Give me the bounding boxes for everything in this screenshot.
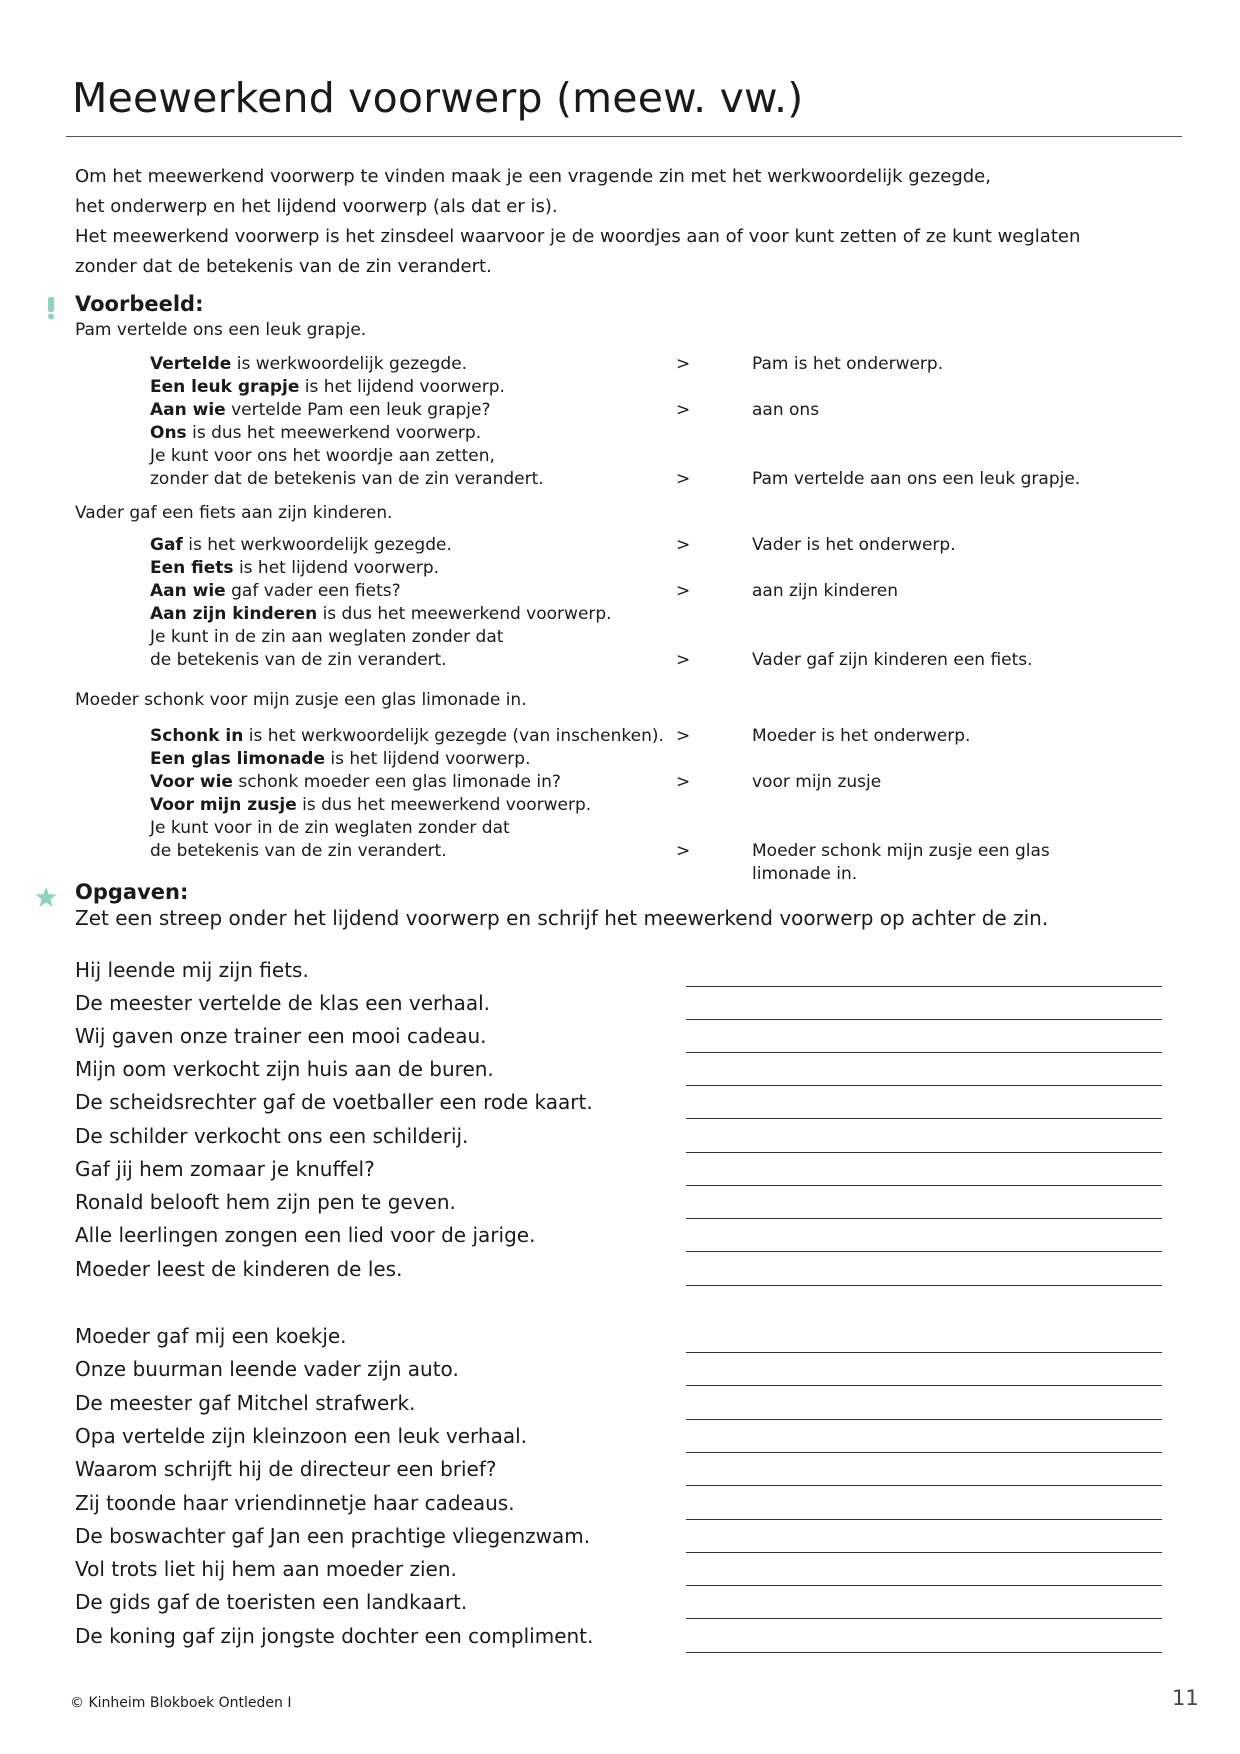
exercise-sentence: De scheidsrechter gaf de voetballer een rode kaart. [75, 1090, 593, 1114]
example-sentence: Moeder schonk voor mijn zusje een glas limonade in. [75, 690, 527, 710]
example-row: Je kunt voor in de zin weglaten zonder dat [150, 818, 510, 838]
answer-line[interactable] [686, 1285, 1162, 1286]
footer-copyright: © Kinheim Blokboek Ontleden I [70, 1695, 292, 1711]
exercise-sentence: Wij gaven onze trainer een mooi cadeau. [75, 1024, 487, 1048]
example-row: Ons is dus het meewerkend voorwerp. [150, 423, 482, 443]
answer-line[interactable] [686, 1519, 1162, 1520]
answer-line[interactable] [686, 1251, 1162, 1252]
example-result: Vader gaf zijn kinderen een fiets. [752, 650, 1033, 670]
exercises-heading: Opgaven: [75, 880, 189, 904]
answer-line[interactable] [686, 1085, 1162, 1086]
answer-line[interactable] [686, 1485, 1162, 1486]
exclamation-icon [43, 296, 59, 320]
answer-line[interactable] [686, 1385, 1162, 1386]
example-row: Vertelde is werkwoordelijk gezegde. [150, 354, 468, 374]
example-row: Een leuk grapje is het lijdend voorwerp. [150, 377, 505, 397]
arrow-icon: > [676, 469, 691, 489]
arrow-icon: > [676, 772, 691, 792]
intro-line: Om het meewerkend voorwerp te vinden maak je een vragende zin met het werkwoordelijk gezegde, [75, 166, 991, 187]
arrow-icon: > [676, 650, 691, 670]
arrow-icon: > [676, 400, 691, 420]
arrow-icon: > [676, 726, 691, 746]
intro-line: het onderwerp en het lijdend voorwerp (als dat er is). [75, 196, 558, 217]
page-title: Meewerkend voorwerp (meew. vw.) [72, 74, 804, 122]
arrow-icon: > [676, 841, 691, 861]
answer-line[interactable] [686, 1452, 1162, 1453]
example-result: Pam is het onderwerp. [752, 354, 944, 374]
arrow-icon: > [676, 354, 691, 374]
example-row: Aan wie gaf vader een fiets? [150, 581, 401, 601]
exercise-sentence: De gids gaf de toeristen een landkaart. [75, 1590, 468, 1614]
example-row: Je kunt voor ons het woordje aan zetten, [150, 446, 495, 466]
answer-line[interactable] [686, 1618, 1162, 1619]
arrow-icon: > [676, 535, 691, 555]
example-row: Voor mijn zusje is dus het meewerkend voorwerp. [150, 795, 592, 815]
example-result: aan zijn kinderen [752, 581, 899, 601]
example-result: Moeder is het onderwerp. [752, 726, 971, 746]
answer-line[interactable] [686, 986, 1162, 987]
answer-line[interactable] [686, 1585, 1162, 1586]
example-row: Je kunt in de zin aan weglaten zonder dat [150, 627, 504, 647]
exercise-instruction: Zet een streep onder het lijdend voorwerp en schrijf het meewerkend voorwerp op achter de zin. [75, 906, 1049, 930]
exercise-sentence: Alle leerlingen zongen een lied voor de jarige. [75, 1223, 536, 1247]
answer-line[interactable] [686, 1218, 1162, 1219]
example-result: Pam vertelde aan ons een leuk grapje. [752, 469, 1081, 489]
answer-line[interactable] [686, 1552, 1162, 1553]
example-row: de betekenis van de zin verandert. [150, 841, 447, 861]
exercise-sentence: Zij toonde haar vriendinnetje haar cadeaus. [75, 1491, 515, 1515]
example-row: Een fiets is het lijdend voorwerp. [150, 558, 440, 578]
page-number: 11 [1172, 1686, 1199, 1710]
exercise-sentence: Opa vertelde zijn kleinzoon een leuk verhaal. [75, 1424, 528, 1448]
answer-line[interactable] [686, 1052, 1162, 1053]
intro-text [75, 162, 1175, 282]
example-row: de betekenis van de zin verandert. [150, 650, 447, 670]
example-row: Aan zijn kinderen is dus het meewerkend voorwerp. [150, 604, 612, 624]
exercise-sentence: De meester gaf Mitchel strafwerk. [75, 1391, 416, 1415]
star-icon [35, 886, 57, 908]
example-result: Moeder schonk mijn zusje een glas [752, 841, 1050, 861]
exercise-sentence: Waarom schrijft hij de directeur een brief? [75, 1457, 497, 1481]
answer-line[interactable] [686, 1118, 1162, 1119]
arrow-icon: > [676, 581, 691, 601]
example-heading: Voorbeeld: [75, 292, 204, 316]
exercise-sentence: Hij leende mij zijn fiets. [75, 958, 309, 982]
example-row: Voor wie schonk moeder een glas limonade in? [150, 772, 561, 792]
exercise-sentence: Mijn oom verkocht zijn huis aan de buren. [75, 1057, 494, 1081]
example-row: zonder dat de betekenis van de zin verandert. [150, 469, 544, 489]
exercise-sentence: De schilder verkocht ons een schilderij. [75, 1124, 469, 1148]
example-sentence: Vader gaf een fiets aan zijn kinderen. [75, 503, 393, 523]
example-row: Een glas limonade is het lijdend voorwerp. [150, 749, 531, 769]
example-row: Schonk in is het werkwoordelijk gezegde (van inschenken). [150, 726, 664, 746]
exercise-sentence: De boswachter gaf Jan een prachtige vliegenzwam. [75, 1524, 591, 1548]
exercise-sentence: Vol trots liet hij hem aan moeder zien. [75, 1557, 457, 1581]
example-result: Vader is het onderwerp. [752, 535, 956, 555]
exercise-sentence: Gaf jij hem zomaar je knuffel? [75, 1157, 375, 1181]
example-row: Gaf is het werkwoordelijk gezegde. [150, 535, 452, 555]
answer-line[interactable] [686, 1652, 1162, 1653]
intro-line: zonder dat de betekenis van de zin verandert. [75, 256, 492, 277]
exercise-sentence: De koning gaf zijn jongste dochter een compliment. [75, 1624, 594, 1648]
example-sentence: Pam vertelde ons een leuk grapje. [75, 320, 367, 340]
example-result: aan ons [752, 400, 820, 420]
example-result: voor mijn zusje [752, 772, 882, 792]
exercise-sentence: De meester vertelde de klas een verhaal. [75, 991, 491, 1015]
answer-line[interactable] [686, 1352, 1162, 1353]
exercise-sentence: Moeder leest de kinderen de les. [75, 1257, 403, 1281]
intro-line: Het meewerkend voorwerp is het zinsdeel waarvoor je de woordjes aan of voor kunt zetten of ze kunt weglaten [75, 226, 1081, 247]
answer-line[interactable] [686, 1152, 1162, 1153]
exercise-sentence: Ronald belooft hem zijn pen te geven. [75, 1190, 456, 1214]
answer-line[interactable] [686, 1185, 1162, 1186]
answer-line[interactable] [686, 1019, 1162, 1020]
title-divider [66, 136, 1182, 137]
example-row: Aan wie vertelde Pam een leuk grapje? [150, 400, 491, 420]
exercise-sentence: Moeder gaf mij een koekje. [75, 1324, 347, 1348]
exercise-sentence: Onze buurman leende vader zijn auto. [75, 1357, 459, 1381]
answer-line[interactable] [686, 1419, 1162, 1420]
example-result: limonade in. [752, 864, 858, 884]
